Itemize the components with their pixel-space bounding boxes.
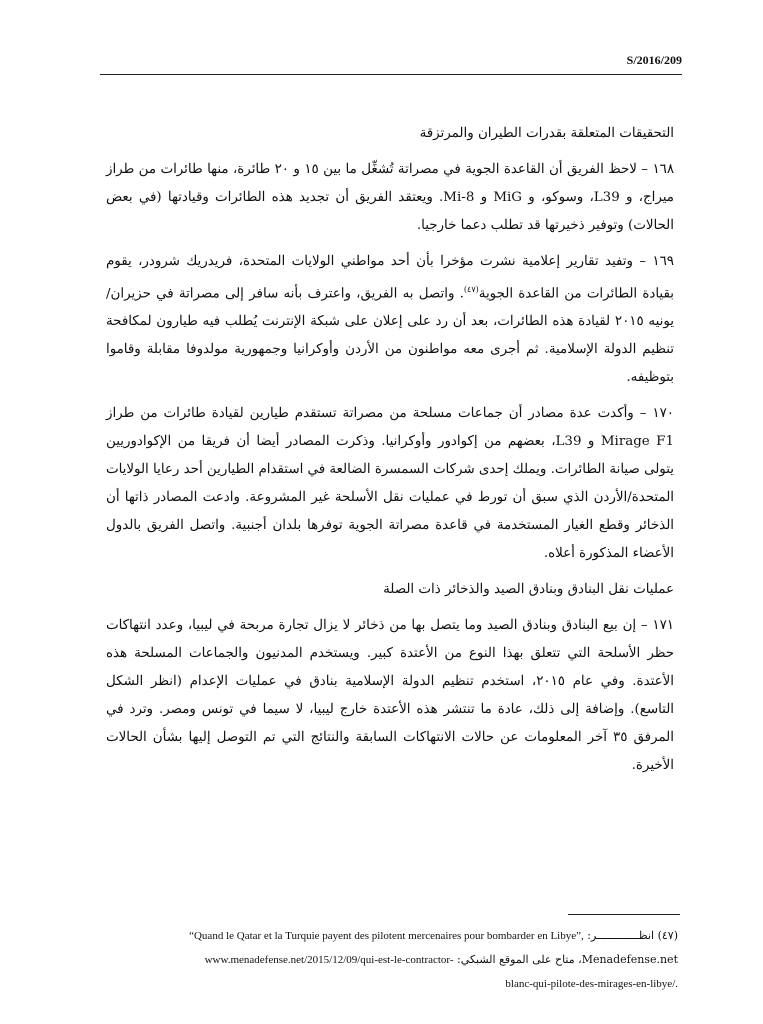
footnote-url-part2[interactable]: blanc-qui-pilote-des-mirages-en-libye/. <box>505 978 678 990</box>
page-header <box>100 34 682 75</box>
footnote-marker: (٤٧) انظـــــــــــــر: <box>587 929 678 942</box>
section-heading-aviation: التحقيقات المتعلقة بقدرات الطيران والمرتزقة <box>419 126 674 141</box>
paragraph-169-part-a: ١٦٩ – وتفيد تقارير إعلامية نشرت مؤخرا بأن أحد مواطني الولايات المتحدة، فريدريك شرودر، يقوم بقيادة الطائرات من القاعدة الجوية <box>106 254 674 302</box>
paragraph-170: ١٧٠ – وأكدت عدة مصادر أن جماعات مسلحة من مصراتة تستقدم طيارين لقيادة طائرات من طراز Mirage F1 و L39، بعضهم من إكوادور وأوكرانيا. وذكرت المصادر أيضا أن فريقا من الإكوادوريين يتولى صيانة الطائرات. ويملك إحدى شركات السمسرة الضالعة في استقدام الطيارين أحد رعايا الولايات المتحدة/الأردن الذي سبق أن تورط في عمليات نقل الأسلحة غير المشروعة. وادعت المصادر ذاتها أن الذخائر وقطع الغيار المستخدمة في قاعدة مصراتة الجوية توفرها بلدان أجنبية. واتصل الفريق بالدول الأعضاء المذكورة أعلاه. <box>106 406 674 562</box>
footnote-line-1 <box>106 924 678 948</box>
paragraph-169 <box>106 248 674 392</box>
footnote-reference-47[interactable]: (٤٧) <box>463 285 479 294</box>
footnote-source: Menadefense.net، متاح على الموقع الشبكي: <box>457 953 678 966</box>
document-symbol: S/2016/209 <box>626 53 682 67</box>
document-body <box>106 120 674 788</box>
paragraph-171: ١٧١ – إن بيع البنادق وبنادق الصيد وما يتصل بها من ذخائر لا يزال تجارة مربحة في ليبيا، وعدد انتهاكات حظر الأسلحة التي تتعلق بهذا النوع من الأعتدة كبير. ويستخدم المدنيون والجماعات المسلحة هذه الأعتدة. وفي عام ٢٠١٥، استخدم تنظيم الدولة الإسلامية بنادق في عمليات الإعدام (انظر الشكل التاسع). وإضافة إلى ذلك، عادة ما تنتشر هذه الأعتدة خارج ليبيا، لا سيما في تونس ومصر. وترد في المرفق ٣٥ آخر المعلومات عن حالات الانتهاكات السابقة والنتائج التي تم التوصل إليها بشأن الحالات الأخيرة. <box>106 618 674 774</box>
footnote-line-3 <box>106 972 678 996</box>
footnote-url-part1[interactable]: www.menadefense.net/2015/12/09/qui-est-le-contractor- <box>204 954 454 966</box>
footnote-47 <box>106 924 678 996</box>
footnote-divider <box>568 914 680 915</box>
footnote-line-2 <box>106 948 678 972</box>
section-heading-firearms: عمليات نقل البنادق وبنادق الصيد والذخائر ذات الصلة <box>383 582 674 598</box>
footnote-article-title: “Quand le Qatar et la Turquie payent des pilotent mercenaires pour bombarder en Libye”, <box>189 930 584 942</box>
paragraph-168: ١٦٨ – لاحظ الفريق أن القاعدة الجوية في مصراتة تُشغِّل ما بين ١٥ و ٢٠ طائرة، منها طائرات من طراز ميراج، و L39، وسوكو، و MiG و Mi-8. ويعتقد الفريق أن تجديد هذه الطائرات وقيادتها (في بعض الحالات) وتوفير ذخيرتها قد تطلب دعما خارجيا. <box>106 162 675 233</box>
paragraph-169-part-b: . واتصل به الفريق، واعترف بأنه سافر إلى مصراتة في حزيران/يونيه ٢٠١٥ لقيادة هذه الطائرات، بعد أن رد على إعلان على شبكة الإنترنت يُطلب فيه طيارون لمكافحة تنظيم الدولة الإسلامية. ثم أجرى معه مواطنون من الأردن وأوكرانيا وجمهورية مولدوفا مقابلة وقاموا بتوظيفه. <box>106 286 675 386</box>
